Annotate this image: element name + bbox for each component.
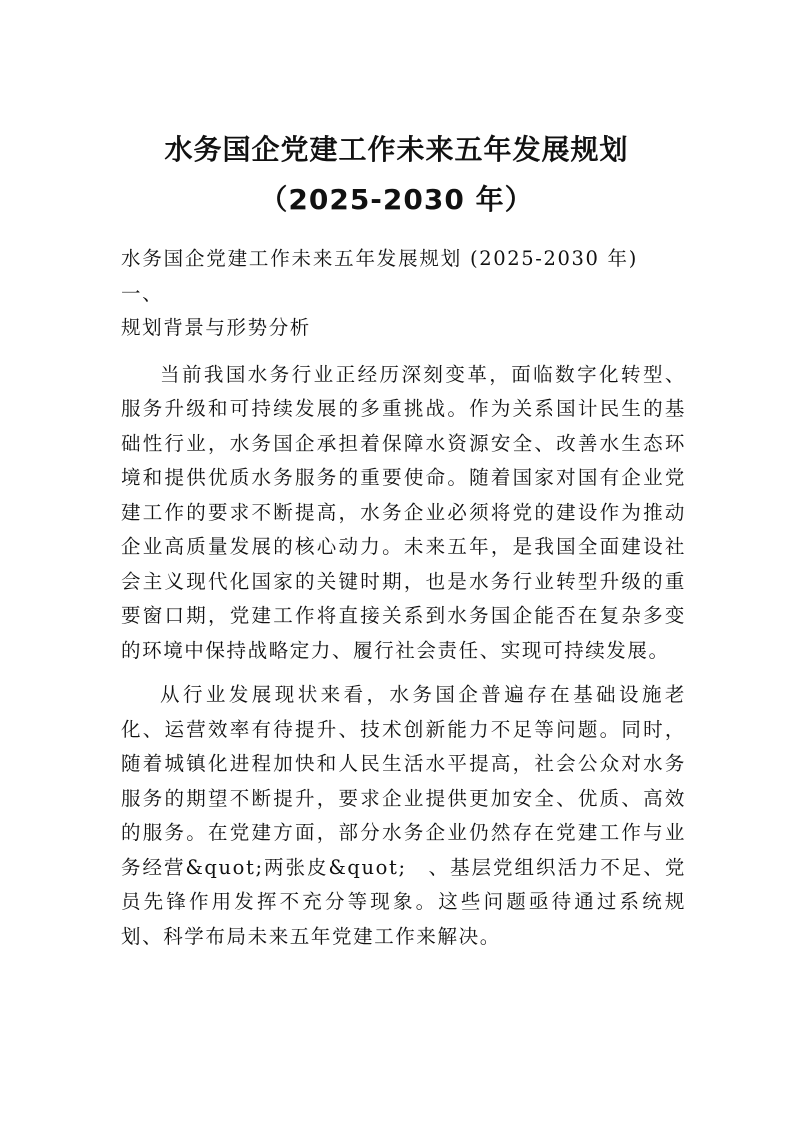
section-heading: 规划背景与形势分析 bbox=[121, 316, 311, 339]
section-number: 一、 bbox=[121, 281, 164, 305]
intro-title-text: 水务国企党建工作未来五年发展规划 (2025-2030 年) bbox=[121, 247, 638, 270]
body-paragraph: 当前我国水务行业正经历深刻变革，面临数字化转型、服务升级和可持续发展的多重挑战。作为关系国计民生的基础性行业，水务国企承担着保障水资源安全、改善水生态环境和提供优质水务服务的重要使命。随着国家对国有企业党建工作的要求不断提高，水务企业必须将党的建设作为推动企业高质量发展的核心动力。未来五年，是我国全面建设社会主义现代化国家的关键时期，也是水务行业转型升级的重要窗口期，党建工作将直接关系到水务国企能否在复杂多变的环境中保持战略定力、履行社会责任、实现可持续发展。 bbox=[121, 362, 686, 662]
document-title: 水务国企党建工作未来五年发展规划 bbox=[164, 133, 629, 166]
body-paragraph: 从行业发展现状来看，水务国企普遍存在基础设施老化、运营效率有待提升、技术创新能力不足等问题。同时，随着城镇化进程加快和人民生活水平提高，社会公众对水务服务的期望不断提升，要求企业提供更加安全、优质、高效的服务。在党建方面，部分水务企业仍然存在党建工作与业务经营&quot;两张皮&quot; 、基层党组织活力不足、党员先锋作用发挥不充分等现象。这些问题亟待通过系统规划、科学布局未来五年党建工作来解决。 bbox=[121, 683, 686, 948]
document-body bbox=[121, 242, 686, 954]
document-subtitle: （2025-2030 年） bbox=[259, 183, 534, 216]
intro-line bbox=[121, 242, 686, 346]
